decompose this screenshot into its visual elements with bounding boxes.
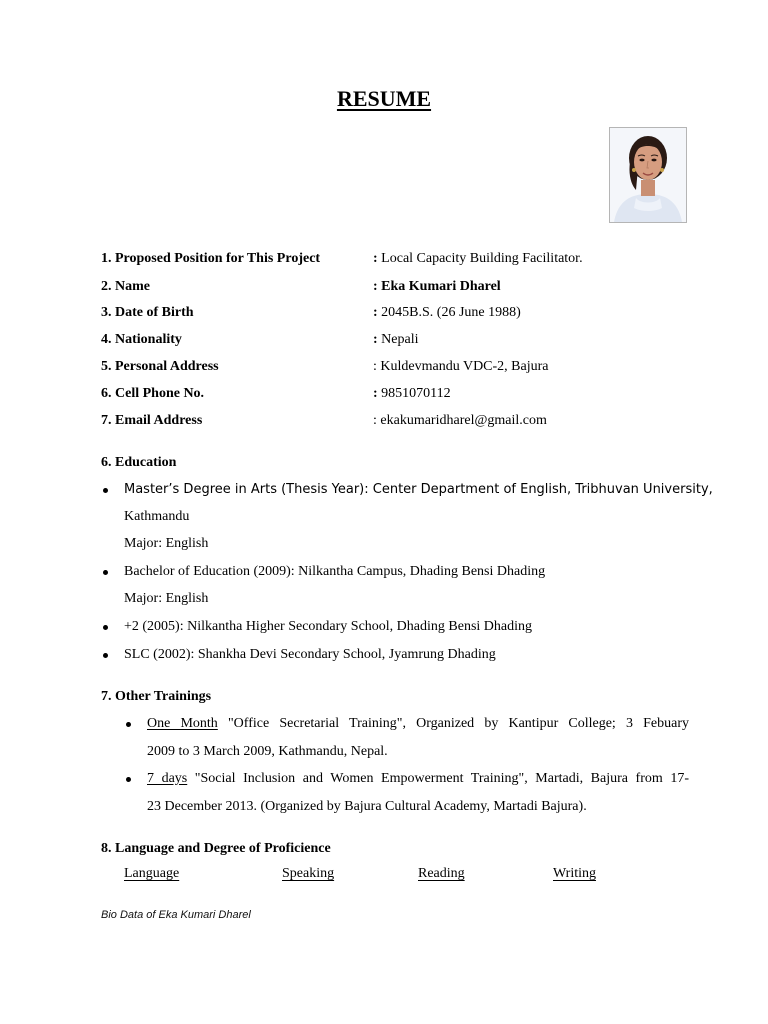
name-label: 2. Name (101, 279, 150, 294)
bullet-icon (126, 722, 131, 727)
position-value: : Local Capacity Building Facilitator. (373, 251, 583, 266)
phone-value: : 9851070112 (373, 386, 451, 401)
trainings-heading: 7. Other Trainings (101, 689, 212, 704)
email-value: : ekakumaridharel@gmail.com (373, 413, 547, 428)
address-row (101, 357, 701, 377)
nationality-row (101, 330, 701, 350)
training-item-inclusion: 7 days "Social Inclusion and Women Empowerment Training", Martadi, Bajura from 17- (147, 771, 689, 786)
language-column-reading: Reading (418, 866, 465, 881)
position-label: 1. Proposed Position for This Project (101, 251, 321, 266)
dob-value: : 2045B.S. (26 June 1988) (373, 305, 521, 320)
education-item-bachelor-major: Major: English (124, 591, 209, 606)
education-item-masters-line2: Kathmandu (124, 509, 190, 524)
training-item-secretarial-line2: 2009 to 3 March 2009, Kathmandu, Nepal. (147, 744, 388, 759)
page-footer: Bio Data of Eka Kumari Dharel (101, 909, 251, 921)
language-heading: 8. Language and Degree of Proficience (101, 841, 331, 856)
training-duration: One Month (147, 716, 218, 731)
bullet-icon (126, 777, 131, 782)
education-item-slc: SLC (2002): Shankha Devi Secondary School, Jyamrung Dhading (124, 647, 496, 662)
training-item-inclusion-line2: 23 December 2013. (Organized by Bajura Cultural Academy, Martadi Bajura). (147, 799, 587, 814)
education-item-masters-major: Major: English (124, 536, 209, 551)
email-label: 7. Email Address (101, 413, 203, 428)
address-value: : Kuldevmandu VDC-2, Bajura (373, 359, 549, 374)
nationality-label: 4. Nationality (101, 332, 182, 347)
resume-title: RESUME (336, 86, 432, 111)
email-row (101, 411, 701, 431)
training-duration: 7 days (147, 771, 188, 786)
bullet-icon (103, 625, 108, 630)
education-item-masters: Master’s Degree in Arts (Thesis Year): Center Department of English, Tribhuvan University, (124, 482, 713, 497)
training-item-secretarial: One Month "Office Secretarial Training", Organized by Kantipur College; 3 Febuary (147, 716, 689, 731)
phone-row (101, 384, 701, 404)
dob-row (101, 303, 701, 323)
language-column-speaking: Speaking (282, 866, 335, 881)
profile-photo (609, 127, 687, 223)
education-item-bachelor: Bachelor of Education (2009): Nilkantha Campus, Dhading Bensi Dhading (124, 564, 546, 579)
phone-label: 6. Cell Phone No. (101, 386, 205, 401)
nationality-value: : Nepali (373, 332, 419, 347)
bullet-icon (103, 488, 108, 493)
language-column-language: Language (124, 866, 180, 881)
address-label: 5. Personal Address (101, 359, 219, 374)
education-item-plus2: +2 (2005): Nilkantha Higher Secondary School, Dhading Bensi Dhading (124, 619, 532, 634)
name-row (101, 277, 701, 297)
language-column-writing: Writing (553, 866, 596, 881)
profile-photo-image (610, 128, 686, 222)
education-heading: 6. Education (101, 455, 177, 470)
name-value: : Eka Kumari Dharel (373, 279, 501, 294)
bullet-icon (103, 653, 108, 658)
dob-label: 3. Date of Birth (101, 305, 194, 320)
position-row (101, 249, 701, 269)
bullet-icon (103, 570, 108, 575)
